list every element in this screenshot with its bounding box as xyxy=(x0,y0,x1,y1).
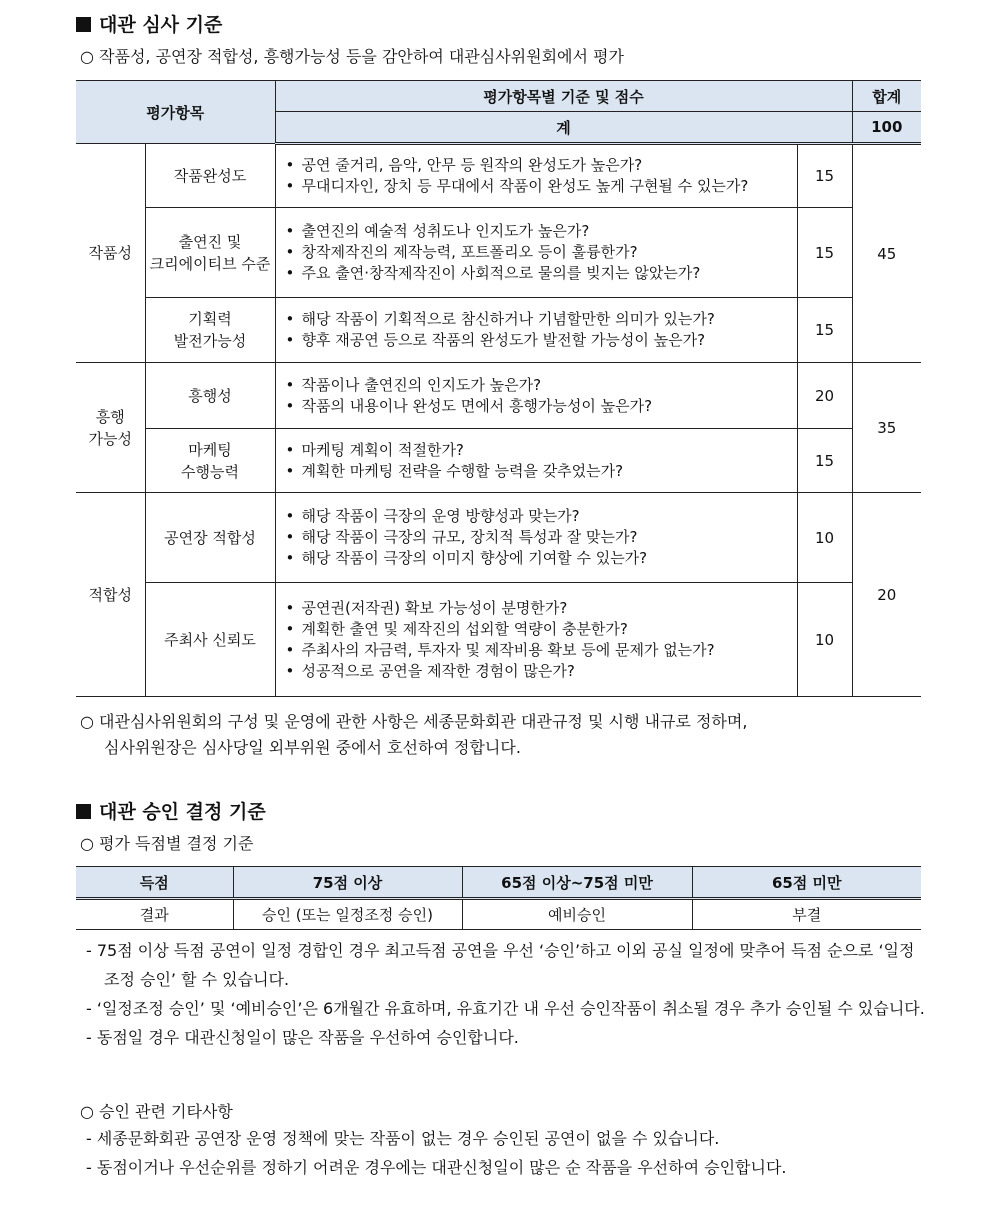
section-intro: ○ 평가 득점별 결정 기준 xyxy=(80,834,254,853)
criteria-item: • 향후 재공연 등으로 작품의 완성도가 발전할 가능성이 높은가? xyxy=(284,330,789,351)
table-row xyxy=(76,493,921,583)
score: 20 xyxy=(797,363,852,429)
grade-cell: 결과 xyxy=(76,899,233,930)
item-name: 주최사 신뢰도 xyxy=(145,583,275,697)
grade-header: 65점 이상~75점 미만 xyxy=(462,867,692,899)
group-name xyxy=(76,363,145,493)
group-name-line: 흥행 xyxy=(95,407,125,426)
note-item: - 세종문화회관 공연장 운영 정책에 맞는 작품이 없는 경우 승인된 공연이 없을 수 있습니다. xyxy=(86,1129,720,1148)
score: 15 xyxy=(797,429,852,493)
criteria-item: • 작품의 내용이나 완성도 면에서 흥행가능성이 높은가? xyxy=(284,396,789,417)
grade-header: 75점 이상 xyxy=(233,867,462,899)
criteria-cell xyxy=(275,363,797,429)
criteria-item: • 마케팅 계획이 적절한가? xyxy=(284,440,789,461)
group-total: 35 xyxy=(852,363,921,493)
other-matters-intro: ○ 승인 관련 기타사항 xyxy=(80,1102,233,1121)
evaluation-table xyxy=(76,80,921,697)
note-item: - ‘일정조정 승인’ 및 ‘예비승인’은 6개월간 유효하며, 유효기간 내 우선 승인작품이 취소될 경우 추가 승인될 수 있습니다. xyxy=(86,999,925,1018)
section-title: 대관 심사 기준 xyxy=(99,14,223,36)
criteria-item: • 주요 출연·창작제작진이 사회적으로 물의를 빚지는 않았는가? xyxy=(284,263,789,284)
table-row xyxy=(76,208,921,298)
note-item: - 75점 이상 득점 공연이 일정 경합인 경우 최고득점 공연을 우선 ‘승인’하고 이외 공실 일정에 맞추어 득점 순으로 ‘일정조정 승인’ 할 수 있습니다. xyxy=(86,941,915,989)
criteria-item: • 창작제작진의 제작능력, 포트폴리오 등이 훌륭한가? xyxy=(284,242,789,263)
grade-cell: 부결 xyxy=(692,899,921,930)
note-item: - 동점일 경우 대관신청일이 많은 작품을 우선하여 승인합니다. xyxy=(86,1028,519,1047)
criteria-item: • 해당 작품이 극장의 운영 방향성과 맞는가? xyxy=(284,506,789,527)
other-matters-list xyxy=(86,1124,926,1182)
sum-label: 계 xyxy=(275,112,852,144)
criteria-item: • 무대디자인, 장치 등 무대에서 작품이 완성도 높게 구현될 수 있는가? xyxy=(284,176,789,197)
item-name: 공연장 적합성 xyxy=(145,493,275,583)
criteria-cell xyxy=(275,429,797,493)
criteria-item: • 주최사의 자금력, 투자자 및 제작비용 확보 등에 문제가 없는가? xyxy=(284,640,789,661)
group-total: 20 xyxy=(852,493,921,697)
group-name-line: 가능성 xyxy=(88,429,132,448)
table-row xyxy=(76,583,921,697)
item-name-line: 수행능력 xyxy=(181,462,239,481)
criteria-item: • 출연진의 예술적 성취도나 인지도가 높은가? xyxy=(284,221,789,242)
item-name-line: 발전가능성 xyxy=(173,332,247,350)
note-item: - 동점이거나 우선순위를 정하기 어려운 경우에는 대관신청일이 많은 순 작품을 우선하여 승인합니다. xyxy=(86,1158,787,1177)
header-item: 평가항목 xyxy=(76,81,275,144)
criteria-cell xyxy=(275,583,797,697)
score: 15 xyxy=(797,144,852,208)
item-name-line: 크리에이티브 수준 xyxy=(149,254,271,273)
table-row xyxy=(76,298,921,363)
item-name: 작품완성도 xyxy=(145,144,275,208)
grade-header: 득점 xyxy=(76,867,233,899)
note-line: 심사위원장은 심사당일 외부위원 중에서 호선하여 정합니다. xyxy=(104,738,521,757)
score: 10 xyxy=(797,493,852,583)
item-name-line: 출연진 및 xyxy=(178,232,242,251)
criteria-item: • 해당 작품이 극장의 규모, 장치적 특성과 잘 맞는가? xyxy=(284,527,789,548)
item-name-line: 마케팅 xyxy=(188,440,232,459)
criteria-cell xyxy=(275,208,797,298)
section-heading-review-criteria xyxy=(76,10,222,37)
item-name xyxy=(145,429,275,493)
criteria-item: • 해당 작품이 극장의 이미지 향상에 기여할 수 있는가? xyxy=(284,548,789,569)
square-bullet-icon xyxy=(76,17,91,32)
sum-value: 100 xyxy=(852,112,921,144)
criteria-item: • 계획한 마케팅 전략을 수행할 능력을 갖추었는가? xyxy=(284,461,789,482)
table-row xyxy=(76,429,921,493)
group-total: 45 xyxy=(852,144,921,363)
section-title: 대관 승인 결정 기준 xyxy=(99,801,266,823)
criteria-item: • 공연 줄거리, 음악, 안무 등 원작의 완성도가 높은가? xyxy=(284,155,789,176)
group-name: 적합성 xyxy=(76,493,145,697)
criteria-cell xyxy=(275,144,797,208)
criteria-item: • 공연권(저작권) 확보 가능성이 분명한가? xyxy=(284,598,789,619)
header-total: 합계 xyxy=(852,81,921,112)
grade-cell: 승인 (또는 일정조정 승인) xyxy=(233,899,462,930)
criteria-cell xyxy=(275,298,797,363)
criteria-item: • 해당 작품이 기획적으로 참신하거나 기념할만한 의미가 있는가? xyxy=(284,309,789,330)
criteria-cell xyxy=(275,493,797,583)
grade-header: 65점 미만 xyxy=(692,867,921,899)
criteria-item: • 계획한 출연 및 제작진의 섭외할 역량이 충분한가? xyxy=(284,619,789,640)
score: 10 xyxy=(797,583,852,697)
criteria-item: • 작품이나 출연진의 인지도가 높은가? xyxy=(284,375,789,396)
item-name-line: 기획력 xyxy=(188,310,232,328)
section-heading-approval-criteria xyxy=(76,797,266,824)
committee-note xyxy=(80,709,747,761)
score: 15 xyxy=(797,298,852,363)
group-name: 작품성 xyxy=(76,144,145,363)
item-name: 흥행성 xyxy=(145,363,275,429)
table-row xyxy=(76,899,921,930)
item-name xyxy=(145,298,275,363)
header-criteria: 평가항목별 기준 및 점수 xyxy=(275,81,852,112)
table-row xyxy=(76,363,921,429)
criteria-item: • 성공적으로 공연을 제작한 경험이 많은가? xyxy=(284,661,789,682)
note-line: ○ 대관심사위원회의 구성 및 운영에 관한 사항은 세종문화회관 대관규정 및 시행 내규로 정하며, xyxy=(80,712,748,731)
item-name xyxy=(145,208,275,298)
section-intro: ○ 작품성, 공연장 적합성, 흥행가능성 등을 감안하여 대관심사위원회에서 평가 xyxy=(80,47,624,66)
score: 15 xyxy=(797,208,852,298)
table-row xyxy=(76,144,921,208)
grade-cell: 예비승인 xyxy=(462,899,692,930)
square-bullet-icon xyxy=(76,804,91,819)
grade-table xyxy=(76,866,921,930)
approval-notes xyxy=(86,936,926,1052)
